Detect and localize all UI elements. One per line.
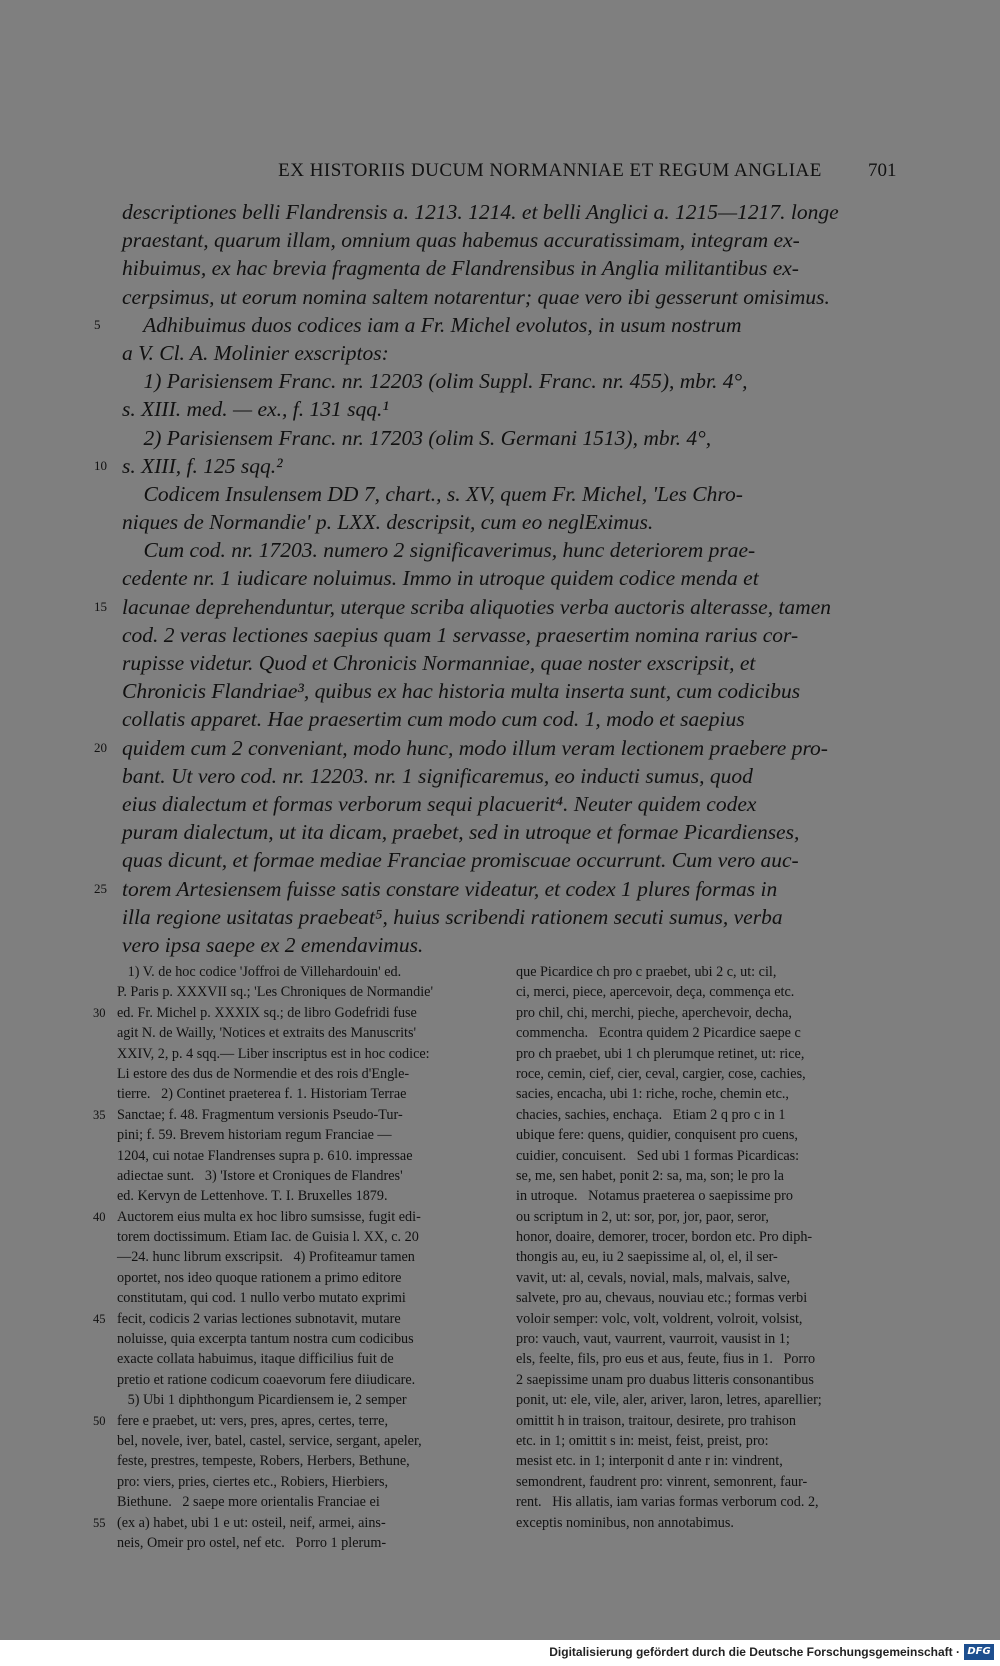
line-number: 10 [94,457,107,473]
main-text-line [122,198,902,226]
line-text: praestant, quarum illam, omnium quas habemus accuratissimam, integram ex- [122,228,800,253]
main-text-line [122,424,902,452]
footnote-line [93,1003,507,1023]
line-text: a V. Cl. A. Molinier exscriptos: [122,340,389,365]
line-text: sacies, encacha, ubi 1: riche, roche, chemin etc., [516,1086,789,1103]
line-text: neis, Omeir pro ostel, nef etc. Porro 1 plerum- [117,1534,387,1551]
footnote-line [516,982,904,1002]
line-text: pro ch praebet, ubi 1 ch plerumque retinet, ut: rice, [516,1045,805,1062]
footnote-line [117,1492,507,1512]
main-text-line [122,931,902,959]
line-text: (ex a) habet, ubi 1 e ut: osteil, neif, armei, ains- [117,1514,386,1531]
main-text-line [122,621,902,649]
line-text: que Picardice ch pro c praebet, ubi 2 c, ut: cil, [516,964,777,980]
footnote-line [516,1084,904,1104]
line-text: fecit, codicis 2 varias lectiones subnotavit, mutare [117,1310,401,1327]
main-text-line [94,875,902,903]
line-text: thongis au, eu, iu 2 saepissime al, ol, el, il ser- [516,1249,778,1266]
line-text: constitutam, qui cod. 1 nullo verbo mutato exprimi [117,1290,406,1307]
footnote-line [117,1166,507,1186]
main-text-line [122,339,902,367]
line-text: 1) V. de hoc codice 'Joffroi de Villehardouin' ed. [117,964,402,980]
footnote-line [117,1349,507,1369]
footnote-line [117,1023,507,1043]
line-text: collatis apparet. Hae praesertim cum modo cum cod. 1, modo et saepius [122,707,745,732]
footer-credit: Digitalisierung gefördert durch die Deutsche Forschungsgemeinschaft · [549,1645,960,1659]
footnote-line [117,1451,507,1471]
main-text-line [94,734,902,762]
line-text: XXIV, 2, p. 4 sqq.— Liber inscriptus est in hoc codice: [117,1045,430,1062]
footnote-line [117,1472,507,1492]
footnote-line [516,1513,904,1533]
line-text: salvete, pro au, chevaus, nouviau etc.; formas verbi [516,1290,808,1307]
line-text: 2 saepissime unam pro duabus litteris consonantibus [516,1371,814,1388]
footnote-line [117,1227,507,1247]
main-text-line [122,705,902,733]
line-text: ed. Kervyn de Lettenhove. T. I. Bruxelles 1879. [117,1188,388,1205]
main-text-block [94,198,902,959]
footnote-line [516,1472,904,1492]
line-number: 25 [94,880,107,896]
line-text: els, feelte, fils, pro eus et aus, feute, fius in 1. Porro [516,1351,816,1368]
line-text: ponit, ut: ele, vile, aler, ariver, laron, letres, aparellier; [516,1392,822,1409]
line-text: pretio et ratione codicum coaevorum fere diiudicare. [117,1371,416,1388]
line-text: illa regione usitatas praebeat⁵, huius scribendi rationem secuti sumus, verba [122,904,783,929]
footnote-line [516,1451,904,1471]
footnote-line [93,1105,507,1125]
main-text-line [122,846,902,874]
line-text: cedente nr. 1 iudicare noluimus. Immo in utroque quidem codice menda et [122,566,759,591]
line-text: rupisse videtur. Quod et Chronicis Normanniae, quae noster exscripsit, et [122,651,756,675]
footnote-line [117,962,507,982]
line-text: honor, doaire, demorer, trocer, bordon etc. Pro diph- [516,1229,813,1246]
footnote-line [516,1023,904,1043]
main-text-line [122,790,902,818]
line-number: 40 [93,1209,106,1224]
main-text-line [94,452,902,480]
footnote-line [93,1309,507,1329]
footnote-line [516,1268,904,1288]
footnote-line [516,1125,904,1145]
line-text: bant. Ut vero cod. nr. 12203. nr. 1 significaremus, eo inducti sumus, quod [122,763,753,788]
running-title: EX HISTORIIS DUCUM NORMANNIAE ET REGUM ANGLIAE [278,160,822,181]
line-text: roce, cemin, cief, cier, ceval, cargier, cose, cachies, [516,1065,806,1082]
main-text-line [122,283,902,311]
line-text: niques de Normandie' p. LXX. descripsit, cum eo neglEximus. [122,510,654,535]
footnotes-right-column [516,962,904,1533]
line-text: Sanctae; f. 48. Fragmentum versionis Pseudo-Tur- [117,1106,403,1123]
footnote-line [117,1370,507,1390]
main-text-line [122,480,902,508]
footnote-line [93,1207,507,1227]
line-text: ou scriptum in 2, ut: sor, por, jor, paor, seror, [516,1208,769,1225]
main-text-line [122,508,902,536]
line-text: cod. 2 veras lectiones saepius quam 1 servasse, praesertim nomina rarius cor- [122,622,799,647]
line-text: pro chil, chi, merchi, pieche, aperchevoir, decha, [516,1004,792,1021]
footnote-line [93,1411,507,1431]
line-text: agit N. de Wailly, 'Notices et extraits des Manuscrits' [117,1025,417,1042]
line-text: ubique fere: quens, quidier, conquisent pro cuens, [516,1127,798,1144]
line-text: exceptis nominibus, non annotabimus. [516,1514,734,1531]
line-text: Biethune. 2 saepe more orientalis Franciae ei [117,1494,380,1511]
line-text: lacunae deprehenduntur, uterque scriba aliquoties verba auctoris alterasse, tamen [122,594,831,619]
line-number: 15 [94,598,107,614]
line-text: s. XIII, f. 125 sqq.² [122,453,283,478]
footnote-line [516,1044,904,1064]
line-number: 20 [94,739,107,755]
footnote-line [117,1288,507,1308]
footnote-line [117,1125,507,1145]
footnote-line [117,1044,507,1064]
line-text: chacies, sachies, enchaça. Etiam 2 q pro c in 1 [516,1106,786,1123]
line-text: torem Artesiensem fuisse satis constare videatur, et codex 1 plures formas in [122,876,778,901]
footnote-line [516,1186,904,1206]
line-text: adiectae sunt. 3) 'Istore et Croniques de Flandres' [117,1167,403,1184]
main-text-line [122,818,902,846]
footnote-line [516,1003,904,1023]
line-number: 50 [93,1413,106,1428]
footnote-line [516,1064,904,1084]
line-text: quidem cum 2 conveniant, modo hunc, modo illum veram lectionem praebere pro- [122,735,828,760]
footnote-line [117,1084,507,1104]
footnote-line [117,1431,507,1451]
line-text: Codicem Insulensem DD 7, chart., s. XV, quem Fr. Michel, 'Les Chro- [122,481,743,506]
footnote-line [516,1390,904,1410]
main-text-line [122,536,902,564]
footnote-line [93,1513,507,1533]
line-text: bel, novele, iver, batel, castel, service, sergant, apeler, [117,1432,422,1449]
line-text: Chronicis Flandriae³, quibus ex hac historia multa inserta sunt, cum codicibus [122,679,801,704]
footnote-line [117,1064,507,1084]
footnote-line [516,1349,904,1369]
footnote-line [516,1105,904,1125]
line-text: 5) Ubi 1 diphthongum Picardiensem ie, 2 semper [117,1392,407,1409]
main-text-line [94,593,902,621]
footnote-line [117,982,507,1002]
line-number: 35 [93,1107,106,1122]
footnotes-left-column [93,962,507,1553]
line-text: 1204, cui notae Flandrenses supra p. 610. impressae [117,1147,413,1164]
footnote-line [117,1533,507,1553]
dfg-logo: DFG [964,1644,994,1660]
line-text: 1) Parisiensem Franc. nr. 12203 (olim Suppl. Franc. nr. 455), mbr. 4°, [122,369,748,394]
footnote-line [117,1186,507,1206]
main-text-line [122,903,902,931]
line-text: torem doctissimum. Etiam Iac. de Guisia l. XX, c. 20 [117,1229,419,1246]
line-text: quas dicunt, et formae mediae Franciae promiscuae occurrunt. Cum vero auc- [122,848,799,873]
line-text: Li estore des dus de Normendie et des rois d'Engle- [117,1065,410,1082]
line-text: mesist etc. in 1; interponit d ante r in: vindrent, [516,1453,783,1470]
footnote-line [516,1431,904,1451]
line-number: 5 [94,316,101,332]
line-text: 2) Parisiensem Franc. nr. 17203 (olim S. Germani 1513), mbr. 4°, [122,425,712,450]
main-text-line [94,311,902,339]
footnote-line [516,1492,904,1512]
footnote-line [516,1411,904,1431]
page-number: 701 [868,160,897,181]
line-text: semondrent, faudrent pro: vinrent, semonrent, faur- [516,1473,808,1490]
footnote-line [516,1309,904,1329]
line-number: 45 [93,1311,106,1326]
line-text: vero ipsa saepe ex 2 emendavimus. [122,932,424,957]
line-text: P. Paris p. XXXVII sq.; 'Les Chroniques de Normandie' [117,984,434,1001]
footnote-line [516,1288,904,1308]
footnote-line [117,1247,507,1267]
line-text: s. XIII. med. — ex., f. 131 sqq.¹ [122,397,389,422]
line-text: ci, merci, piece, apercevoir, deça, commença etc. [516,984,795,1001]
footnote-line [117,1390,507,1410]
line-text: feste, prestres, tempeste, Robers, Herbers, Bethune, [117,1453,410,1470]
main-text-line [122,649,902,677]
line-text: voloir semper: volc, volt, voldrent, volroit, volsist, [516,1310,803,1327]
line-text: Cum cod. nr. 17203. numero 2 significaverimus, hunc deteriorem prae- [122,538,756,563]
line-text: puram dialectum, ut ita dicam, praebet, sed in utroque et formae Picardienses, [122,820,800,845]
line-text: pini; f. 59. Brevem historiam regum Franciae — [117,1127,392,1144]
main-text-line [122,226,902,254]
footer-bar [0,1641,1000,1666]
footnote-line [516,1247,904,1267]
line-text: eius dialectum et formas verborum sequi placuerit⁴. Neuter quidem codex [122,791,757,816]
line-text: commencha. Econtra quidem 2 Picardice saepe c [516,1025,801,1042]
footnote-line [516,1207,904,1227]
line-text: vavit, ut: al, cevals, novial, mals, malvais, salve, [516,1269,791,1286]
line-number: 55 [93,1515,106,1530]
main-text-line [122,564,902,592]
footnote-line [117,1268,507,1288]
line-text: rent. His allatis, iam varias formas verborum cod. 2, [516,1494,819,1511]
line-text: —24. hunc librum exscripsit. 4) Profiteamur tamen [117,1249,415,1266]
line-text: se, me, sen habet, ponit 2: sa, ma, son; le pro la [516,1167,784,1184]
line-text: pro: viers, pries, ciertes etc., Robiers, Hierbiers, [117,1473,389,1490]
line-text: pro: vauch, vaut, vaurrent, vaurroit, vausist in 1; [516,1331,790,1348]
line-text: cerpsimus, ut eorum nomina saltem notarentur; quae vero ibi gesserunt omisimus. [122,284,830,309]
footnote-line [117,1146,507,1166]
line-text: fere e praebet, ut: vers, pres, apres, certes, terre, [117,1412,388,1429]
footnote-line [516,1329,904,1349]
footnote-line [516,1146,904,1166]
line-text: hibuimus, ex hac brevia fragmenta de Flandrensibus in Anglia militantibus ex- [122,256,799,281]
line-text: tierre. 2) Continet praeterea f. 1. Historiam Terrae [117,1086,407,1103]
line-text: exacte collata habuimus, itaque difficilius fuit de [117,1351,394,1368]
main-text-line [122,254,902,282]
main-text-line [122,677,902,705]
footnote-line [516,1227,904,1247]
main-text-line [122,395,902,423]
line-text: etc. in 1; omittit s in: meist, feist, preist, pro: [516,1432,769,1449]
line-text: Auctorem eius multa ex hoc libro sumsisse, fugit edi- [117,1208,421,1225]
footnote-line [516,1166,904,1186]
main-text-line [122,367,902,395]
line-text: descriptiones belli Flandrensis a. 1213. 1214. et belli Anglici a. 1215—1217. longe [122,200,839,224]
line-text: noluisse, quia excerpta tantum nostra cum codicibus [117,1331,414,1348]
line-text: in utroque. Notamus praeterea o saepissime pro [516,1188,793,1205]
line-number: 30 [93,1005,106,1020]
main-text-line [122,762,902,790]
footnote-line [516,962,904,982]
line-text: Adhibuimus duos codices iam a Fr. Michel evolutos, in usum nostrum [122,312,742,337]
line-text: omittit h in traison, traitour, desirete, pro trahison [516,1412,796,1429]
line-text: oportet, nos ideo quoque rationem a primo editore [117,1269,402,1286]
running-header [0,160,1000,190]
line-text: ed. Fr. Michel p. XXXIX sq.; de libro Godefridi fuse [117,1004,417,1021]
footnote-line [516,1370,904,1390]
footnote-line [117,1329,507,1349]
line-text: cuidier, concuisent. Sed ubi 1 formas Picardicas: [516,1147,800,1164]
